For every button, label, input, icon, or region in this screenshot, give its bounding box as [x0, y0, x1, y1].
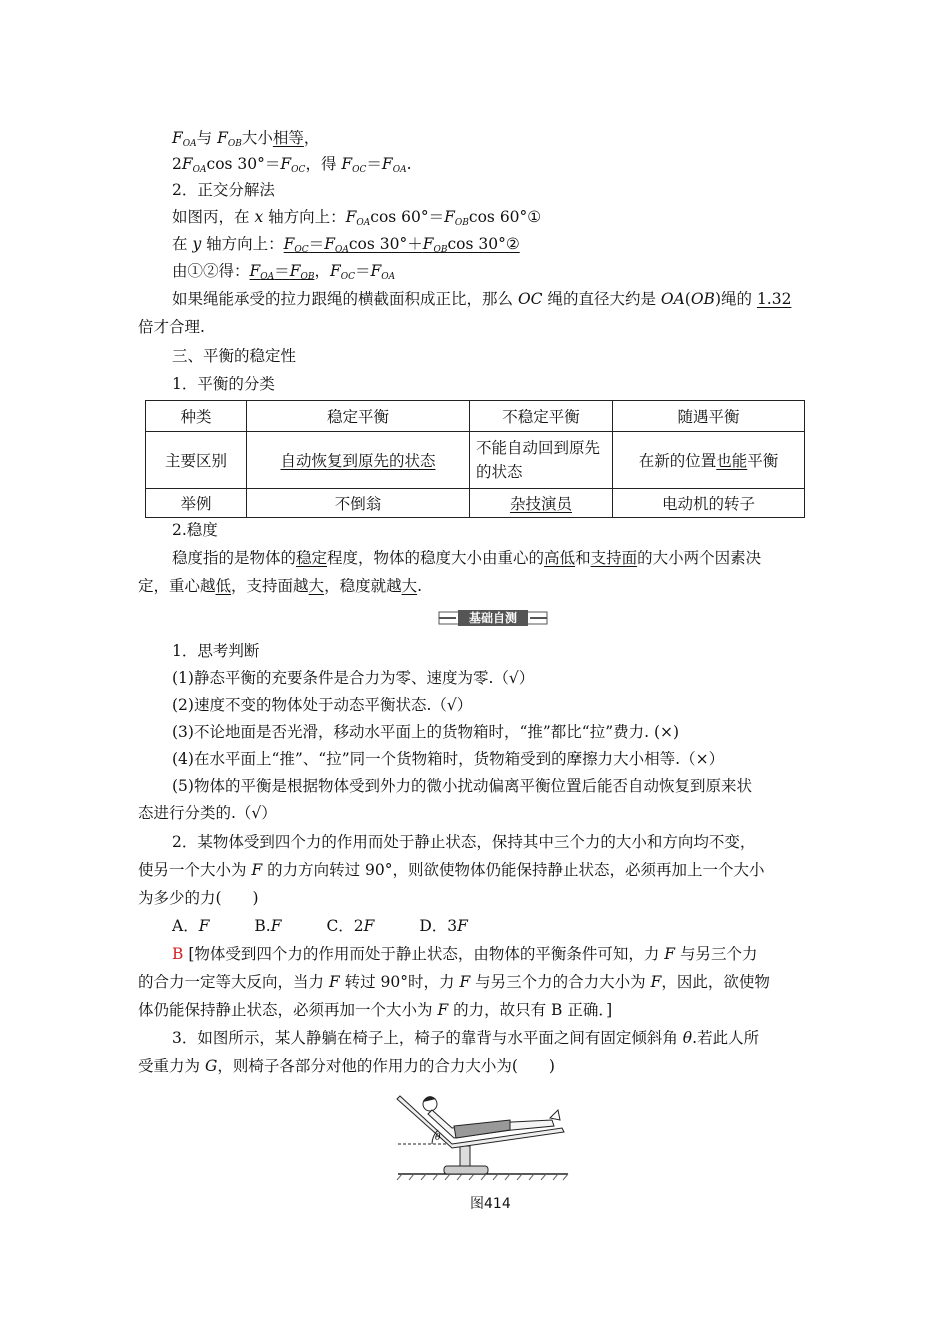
option-c: C．2F — [326, 917, 375, 935]
text-line-2: $2F_{OA}\cos$ $30^\circ=F_{OC}$，得 $F_{OC}=F_{OA}$. — [172, 155, 412, 175]
answer-explanation: 的合力一定等大反向，当力 F 转过 90°时，力 F 与另三个力的合力大小为 F，因此，欲使物 — [138, 973, 770, 991]
judgement-item: (1)静态平衡的充要条件是合力为零、速度为零.（√） — [172, 669, 535, 687]
subsection-heading: 2.稳度 — [172, 521, 218, 539]
reclining-chair-figure — [392, 1082, 572, 1182]
answer-options — [172, 916, 468, 936]
judgement-item: (2)速度不变的物体处于动态平衡状态.（√） — [172, 696, 473, 714]
option-a: A．F — [172, 917, 210, 935]
banner-title: 基础自测 — [458, 610, 528, 626]
table-cell: 主要区别 — [146, 432, 247, 489]
section-heading: 三、平衡的稳定性 — [172, 347, 297, 365]
text-line-1: $F_{OA}$与 $F_{OB}$大小相等， — [172, 129, 320, 149]
section-banner — [438, 608, 548, 628]
table-header-cell: 不稳定平衡 — [470, 401, 613, 432]
table-header-cell: 种类 — [146, 401, 247, 432]
answer-explanation: 体仍能保持静止状态，必须再加一个大小为 F 的力，故只有 B 正确．] — [138, 1001, 613, 1019]
text-line: 定，重心越低，支持面越大，稳度就越大. — [138, 577, 423, 595]
option-b: B.F — [254, 917, 282, 935]
table-cell: 不倒翁 — [247, 489, 470, 518]
question-stem: 2．某物体受到四个力的作用而处于静止状态，保持其中三个力的大小和方向均不变， — [172, 833, 756, 851]
text-line: 稳度指的是物体的稳定程度，物体的稳度大小由重心的高低和支持面的大小两个因素决 — [172, 549, 762, 567]
text-line-5: 在 y 轴方向上：$F_{OC}=F_{OA}\cos$ $30^\circ+F_{OB}\cos$ 30°② — [172, 235, 520, 255]
option-d: D．3F — [419, 917, 468, 935]
section-heading: 2．正交分解法 — [172, 181, 275, 199]
question-title: 1．思考判断 — [172, 642, 260, 660]
table-row — [146, 401, 805, 432]
text-line-6: 由①②得：$F_{OA}=F_{OB}$，$F_{OC}=F_{OA}$ — [172, 262, 396, 282]
text-line-7: 如果绳能承受的拉力跟绳的横截面积成正比，那么 OC 绳的直径大约是 OA(OB)绳的 1.32 — [172, 290, 792, 308]
table-cell: 举例 — [146, 489, 247, 518]
question-stem: 受重力为 G，则椅子各部分对他的作用力的合力大小为( ) — [138, 1057, 555, 1075]
table-row — [146, 432, 805, 489]
table-row — [146, 489, 805, 518]
question-stem: 使另一个大小为 F 的力方向转过 90°，则欲使物体仍能保持静止状态，必须再加上一个大小 — [138, 861, 765, 879]
answer-blank: 1.32 — [756, 290, 792, 308]
text-line-8: 倍才合理. — [138, 318, 205, 336]
question-stem: 为多少的力( ) — [138, 889, 259, 907]
judgement-item: (4)在水平面上“推”、“拉”同一个货物箱时，货物箱受到的摩擦力大小相等.（×） — [172, 750, 725, 768]
table-cell: 不能自动回到原先的状态 — [470, 432, 613, 489]
table-header-cell: 稳定平衡 — [247, 401, 470, 432]
judgement-item: 态进行分类的.（√） — [138, 804, 277, 822]
table-cell: 电动机的转子 — [613, 489, 805, 518]
answer-explanation: B [物体受到四个力的作用而处于静止状态，由物体的平衡条件可知，力 F 与另三个力 — [172, 945, 758, 963]
text-line-4: 如图丙，在 x 轴方向上：$F_{OA}\cos$ $60^\circ=F_{OB}\cos$ 60°① — [172, 208, 542, 228]
table-cell: 自动恢复到原先的状态 — [247, 432, 470, 489]
svg-text:θ: θ — [435, 1133, 441, 1143]
answer-letter: B — [172, 945, 184, 963]
person-on-chair-illustration — [392, 1082, 572, 1182]
question-stem: 3．如图所示，某人静躺在椅子上，椅子的靠背与水平面之间有固定倾斜角 θ.若此人所 — [172, 1029, 760, 1047]
table-cell: 在新的位置也能平衡 — [613, 432, 805, 489]
judgement-item: (5)物体的平衡是根据物体受到外力的微小扰动偏离平衡位置后能否自动恢复到原来状 — [172, 777, 752, 795]
table-header-cell: 随遇平衡 — [613, 401, 805, 432]
judgement-item: (3)不论地面是否光滑，移动水平面上的货物箱时，“推”都比“拉”费力. (×) — [172, 723, 680, 741]
figure-caption: 图414 — [470, 1196, 511, 1212]
table-cell: 杂技演员 — [470, 489, 613, 518]
equilibrium-classification-table — [145, 400, 805, 518]
subsection-heading: 1．平衡的分类 — [172, 375, 275, 393]
answer-blank: 相等 — [272, 129, 304, 147]
